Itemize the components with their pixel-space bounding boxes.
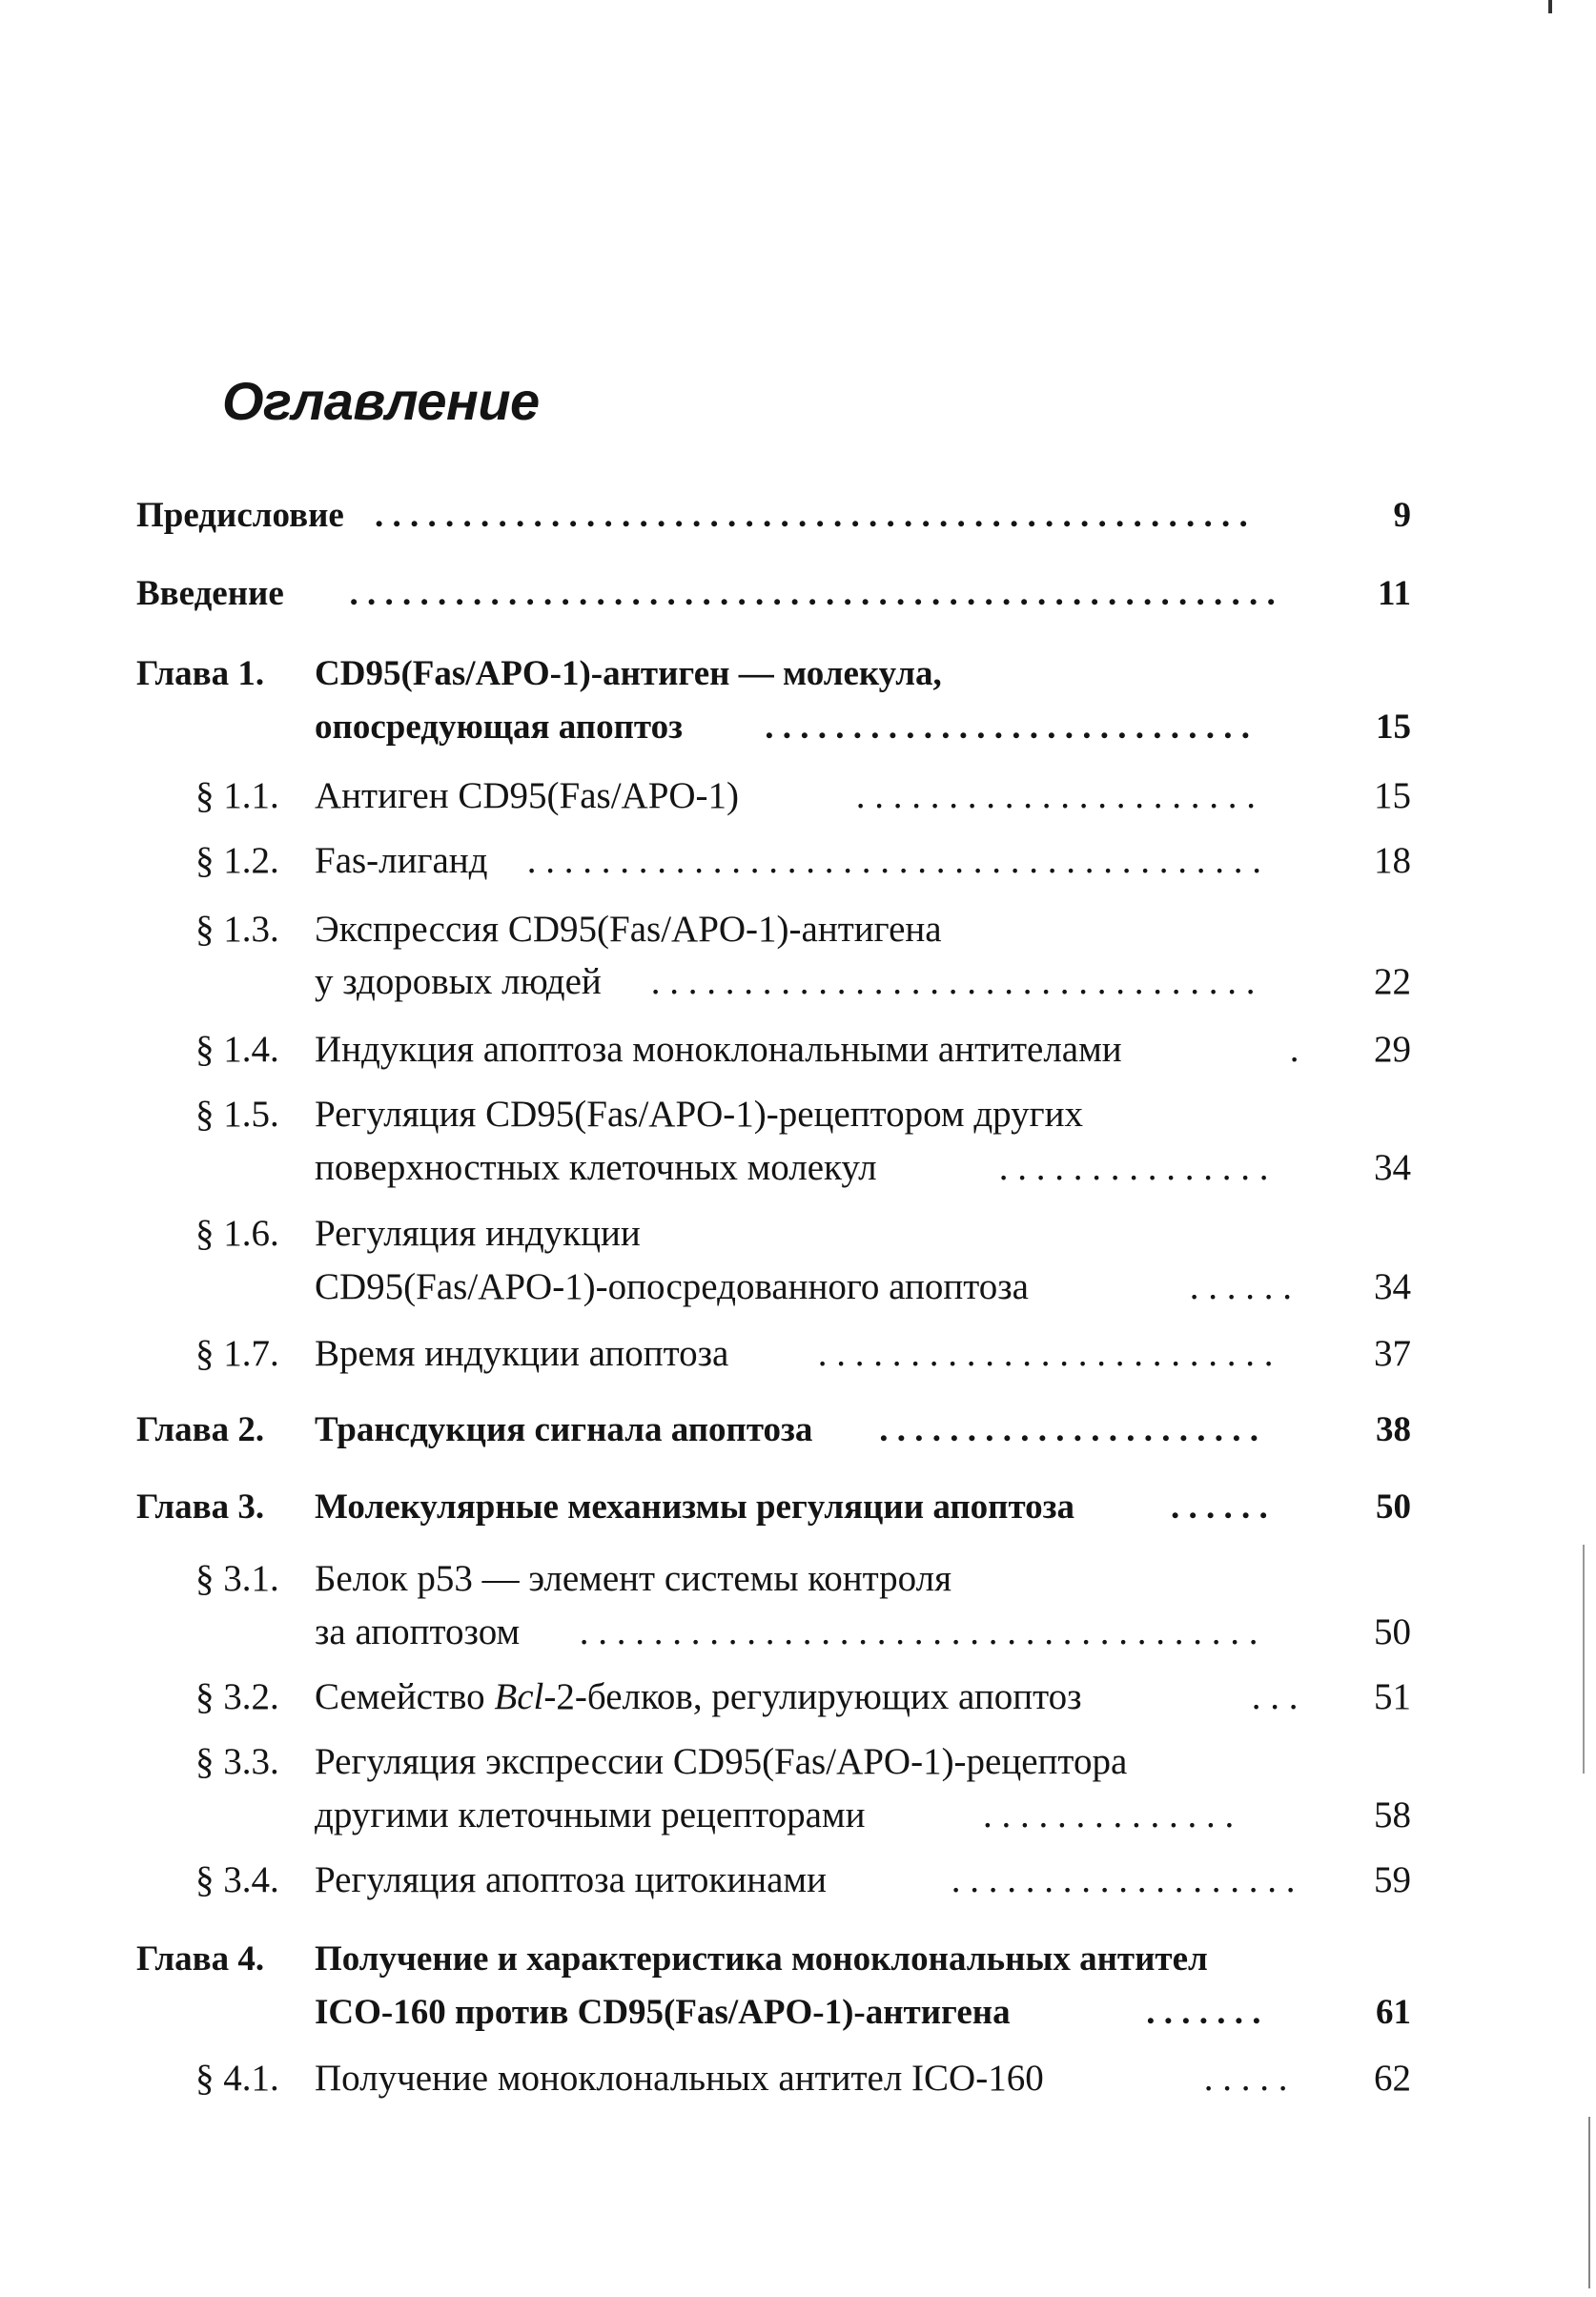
dot-leader: . . . . . . . . . . . . . . .: [990, 1147, 1269, 1188]
toc-entry-title-cont: у здоровых людей: [315, 961, 602, 1002]
dot-leader: . . . . . .: [1180, 1266, 1292, 1307]
title-text: Семейство: [315, 1676, 495, 1717]
toc-page-number: 61: [1376, 1993, 1411, 2032]
section-label: § 3.4.: [195, 1859, 279, 1900]
chapter-label: Глава 3.: [136, 1487, 265, 1527]
toc-page-number: 62: [1374, 2058, 1411, 2099]
section-label: § 3.3.: [195, 1741, 279, 1782]
dot-leader: .: [1280, 1029, 1299, 1070]
dot-leader: . . . . . . . . . . . . . . . . . . . . . .: [870, 1410, 1258, 1449]
scan-edge-mark: [1583, 1545, 1585, 1774]
scan-edge-mark: [1588, 2117, 1590, 2288]
toc-entry-title: Получение моноклональных антител ICO-160: [315, 2058, 1044, 2099]
chapter-label: Глава 2.: [136, 1410, 265, 1449]
toc-page-number: 29: [1374, 1029, 1411, 1070]
toc-entry-title: Регуляция индукции: [315, 1213, 641, 1254]
toc-entry-title: Время индукции апоптоза: [315, 1333, 729, 1374]
dot-leader: . . . . . . . . . . . . . . . . . . . . . . . . . . . . . . . . . . . . . . . . . . . . . . . . . . . . .: [332, 574, 1276, 613]
toc-entry-title: Трансдукция сигнала апоптоза: [315, 1410, 813, 1449]
title-italic-gene: Bcl: [494, 1676, 544, 1717]
toc-page-number: 38: [1376, 1410, 1411, 1449]
page-title: Оглавление: [222, 371, 540, 431]
dot-leader: . . . . . . . . . . . . . . . . . . . . . . . . . . . . . . . . .: [642, 961, 1256, 1002]
table-of-contents: [136, 0, 1411, 2297]
toc-page-number: 59: [1374, 1859, 1411, 1900]
section-label: § 1.2.: [195, 840, 279, 881]
toc-entry-title: Антиген CD95(Fas/APO-1): [315, 775, 740, 816]
dot-leader: . . .: [1242, 1676, 1299, 1717]
dot-leader: . . . . . . . . . . . . . .: [983, 1795, 1235, 1836]
toc-entry-title: Индукция апоптоза моноклональными антителами: [315, 1029, 1122, 1070]
toc-entry-title: CD95(Fas/APO-1)-антиген — молекула,: [315, 654, 942, 693]
toc-page-number: 58: [1374, 1795, 1411, 1836]
toc-page-number: 50: [1374, 1611, 1411, 1652]
section-label: § 1.4.: [195, 1029, 279, 1070]
dot-leader: . . . . . . . . . . . . . . . . . . . . . . . . . . . . . . . . . . . . .: [570, 1611, 1258, 1652]
toc-page-number: 51: [1374, 1676, 1411, 1717]
dot-leader: . . . . . . . . . . . . . . . . . . . . . . . . . . . . . . . . . . . . . . . . . . . . . . . . . .: [375, 496, 1248, 535]
toc-page-number: 11: [1378, 574, 1411, 613]
section-label: § 1.1.: [195, 775, 279, 816]
toc-entry-title: [315, 1671, 1082, 1724]
title-text-cont: -2-белков, регулирующих апоптоз: [543, 1676, 1082, 1717]
section-label: § 3.1.: [195, 1558, 279, 1599]
chapter-label: Глава 1.: [136, 654, 265, 693]
section-label: § 4.1.: [195, 2058, 279, 2099]
dot-leader: . . . . . . . . . . . . . . . . . . . . . . . . . . . . . . . . . . . . . . . .: [518, 840, 1261, 881]
dot-leader: . . . . . .: [1171, 1487, 1268, 1527]
toc-entry-title-cont: опосредующая апоптоз: [315, 708, 683, 747]
toc-page-number: 34: [1374, 1147, 1411, 1188]
toc-entry-title-cont: ICO-160 против CD95(Fas/APO-1)-антигена: [315, 1993, 1011, 2032]
toc-page-number: 37: [1374, 1333, 1411, 1374]
scan-corner-mark: [1548, 0, 1552, 13]
toc-entry-title: Регуляция экспрессии CD95(Fas/APO-1)-рецептора: [315, 1741, 1128, 1782]
toc-entry-title: Введение: [136, 574, 284, 613]
toc-entry-title: Молекулярные механизмы регуляции апоптоза: [315, 1487, 1075, 1527]
toc-page-number: 15: [1374, 775, 1411, 816]
toc-entry-title-cont: за апоптозом: [315, 1611, 521, 1652]
toc-entry-title: Экспрессия CD95(Fas/APO-1)-антигена: [315, 909, 942, 950]
toc-entry-title: Предисловие: [136, 496, 344, 535]
dot-leader: . . . . . . .: [1137, 1993, 1261, 2032]
toc-entry-title-cont: другими клеточными рецепторами: [315, 1795, 866, 1836]
toc-entry-title: Белок p53 — элемент системы контроля: [315, 1558, 952, 1599]
chapter-label: Глава 4.: [136, 1939, 265, 1979]
dot-leader: . . . . . . . . . . . . . . . . . . . . . . . . . . . .: [756, 708, 1250, 747]
toc-page-number: 9: [1393, 496, 1411, 535]
toc-entry-title: Fas-лиганд: [315, 840, 488, 881]
section-label: § 1.5.: [195, 1094, 279, 1135]
section-label: § 1.3.: [195, 909, 279, 950]
toc-entry-title-cont: CD95(Fas/APO-1)-опосредованного апоптоза: [315, 1266, 1029, 1307]
toc-entry-title: Регуляция апоптоза цитокинами: [315, 1859, 827, 1900]
toc-page-number: 50: [1376, 1487, 1411, 1527]
dot-leader: . . . . .: [1195, 2058, 1288, 2099]
dot-leader: . . . . . . . . . . . . . . . . . . . . . . . . .: [808, 1333, 1274, 1374]
toc-entry-title-cont: поверхностных клеточных молекул: [315, 1147, 877, 1188]
section-label: § 1.6.: [195, 1213, 279, 1254]
toc-entry-title: Регуляция CD95(Fas/APO-1)-рецептором других: [315, 1094, 1084, 1135]
toc-page-number: 15: [1376, 708, 1411, 747]
toc-entry-title: Получение и характеристика моноклональных антител: [315, 1939, 1208, 1979]
section-label: § 3.2.: [195, 1676, 279, 1717]
dot-leader: . . . . . . . . . . . . . . . . . . .: [942, 1859, 1296, 1900]
toc-page-number: 18: [1374, 840, 1411, 881]
toc-page-number: 22: [1374, 961, 1411, 1002]
dot-leader: . . . . . . . . . . . . . . . . . . . . . .: [847, 775, 1256, 816]
section-label: § 1.7.: [195, 1333, 279, 1374]
toc-page-number: 34: [1374, 1266, 1411, 1307]
